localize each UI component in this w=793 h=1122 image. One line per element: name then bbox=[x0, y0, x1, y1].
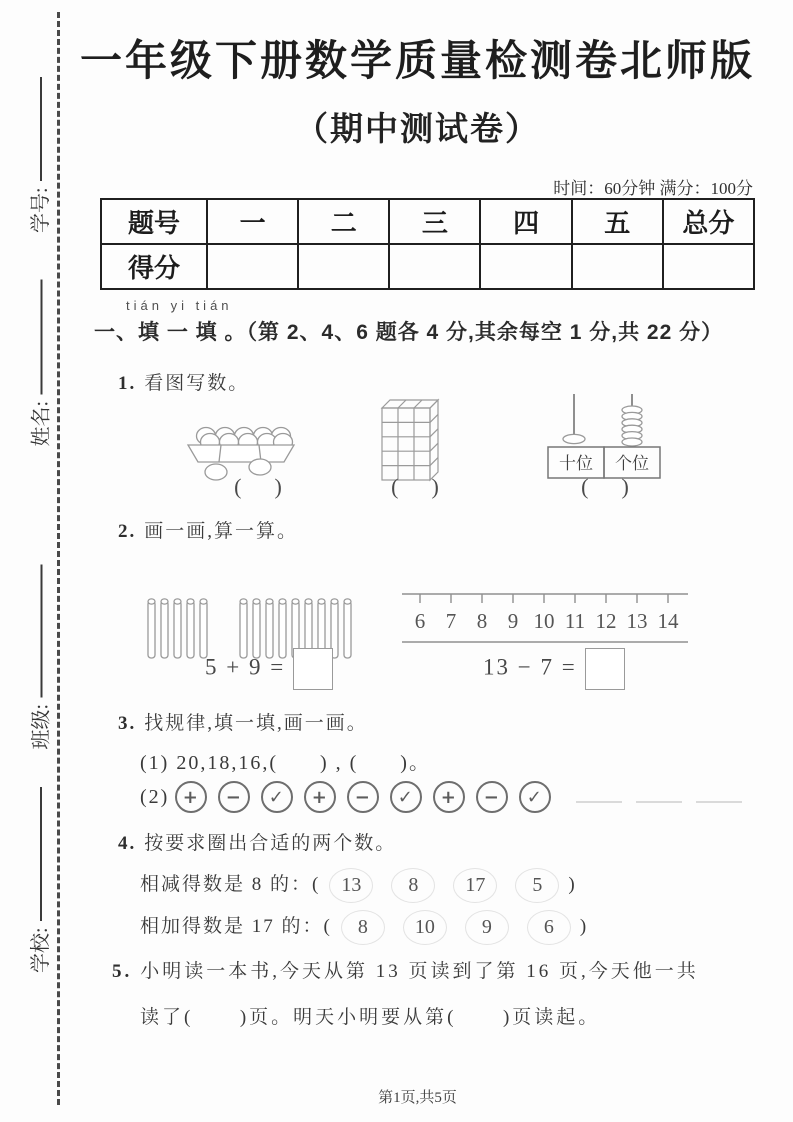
class-blank-line bbox=[41, 565, 43, 698]
q4-line1-suffix: ) bbox=[568, 873, 577, 895]
pinyin-annotation: tián yi tián bbox=[126, 298, 233, 313]
question-5-line1 bbox=[112, 956, 699, 983]
q1-answer-blank-1: ( ) bbox=[234, 474, 282, 499]
question-1 bbox=[118, 368, 249, 395]
number-line-tick-8: 8 bbox=[476, 609, 488, 633]
question-3 bbox=[118, 708, 368, 735]
page-title: 一年级下册数学质量检测卷北师版 bbox=[80, 39, 756, 85]
score-table-header-2: 二 bbox=[299, 200, 390, 245]
sidebar-field-class bbox=[26, 565, 52, 750]
number-line-tick-9: 9 bbox=[507, 609, 519, 633]
score-table-header-3: 三 bbox=[390, 200, 481, 245]
circle-plus-icon: + bbox=[304, 781, 336, 813]
score-cell-empty-1 bbox=[208, 245, 299, 290]
flower-number: 9 bbox=[465, 910, 509, 945]
page-footer: 第1页,共5页 bbox=[378, 1090, 457, 1106]
question-4-number: 4. bbox=[118, 833, 137, 854]
circle-check-icon: ✓ bbox=[390, 781, 422, 813]
question-2-text: 画一画,算一算。 bbox=[144, 521, 299, 542]
flower-number: 8 bbox=[341, 910, 385, 945]
score-table-header-timu: 题号 bbox=[102, 200, 208, 245]
question-4-line1 bbox=[140, 868, 577, 903]
flower-number: 8 bbox=[391, 868, 435, 903]
time-score-meta: 时间：60分钟 满分：100分 bbox=[553, 179, 753, 198]
flower-number: 10 bbox=[403, 910, 447, 945]
q1-answer-blank-3: ( ) bbox=[581, 474, 629, 499]
equation-addition-text: 5 + 9 = bbox=[205, 654, 286, 680]
question-3-part2-label: (2) bbox=[140, 785, 170, 808]
question-5-number: 5. bbox=[112, 961, 133, 982]
circle-check-icon: ✓ bbox=[261, 781, 293, 813]
score-table-header-total: 总分 bbox=[664, 200, 755, 245]
score-table bbox=[100, 198, 755, 290]
question-4-line2 bbox=[140, 910, 588, 945]
score-cell-empty-4 bbox=[481, 245, 572, 290]
score-cell-empty-5 bbox=[573, 245, 664, 290]
abacus-illustration bbox=[541, 390, 667, 484]
circle-plus-icon: + bbox=[175, 781, 207, 813]
pattern-blank-3 bbox=[696, 783, 742, 803]
equation-subtraction-answer-box bbox=[585, 648, 625, 690]
seal-dashed-line bbox=[57, 12, 60, 1105]
circle-minus-icon: − bbox=[347, 781, 379, 813]
main-content bbox=[80, 0, 755, 1122]
score-cell-empty-2 bbox=[299, 245, 390, 290]
q4-line2-suffix: ) bbox=[579, 915, 589, 937]
number-line-tick-10: 10 bbox=[533, 609, 555, 633]
question-1-number: 1. bbox=[118, 373, 137, 394]
equation-addition bbox=[205, 648, 333, 690]
student-number-blank-line bbox=[40, 77, 42, 181]
name-blank-line bbox=[41, 280, 43, 395]
student-number-label: 学号: bbox=[29, 187, 52, 233]
number-line-tick-11: 11 bbox=[564, 609, 586, 633]
number-line-tick-12: 12 bbox=[595, 609, 617, 633]
question-4 bbox=[118, 828, 396, 855]
score-table-row-label: 得分 bbox=[102, 245, 208, 290]
question-5-line2: 读了( )页。明天小明要从第( )页读起。 bbox=[140, 1007, 601, 1028]
question-1-text: 看图写数。 bbox=[144, 373, 250, 394]
ones-place-label: 个位 bbox=[615, 454, 649, 473]
q1-answer-blank-2: ( ) bbox=[391, 474, 439, 499]
circle-plus-icon: + bbox=[433, 781, 465, 813]
pattern-blank-1 bbox=[576, 783, 622, 803]
circle-minus-icon: − bbox=[476, 781, 508, 813]
equation-subtraction-text: 13 − 7 = bbox=[483, 654, 577, 680]
flower-number: 17 bbox=[453, 868, 497, 903]
sidebar-field-name bbox=[26, 280, 52, 447]
section1-heading: 一、填 一 填 。（第 2、4、6 题各 4 分,其余每空 1 分,共 22 分） bbox=[94, 321, 724, 344]
question-2-number: 2. bbox=[118, 521, 137, 542]
number-line bbox=[400, 586, 690, 648]
question-3-text: 找规律,填一填,画一画。 bbox=[144, 713, 368, 734]
score-cell-empty-total bbox=[664, 245, 755, 290]
number-line-tick-13: 13 bbox=[626, 609, 648, 633]
sidebar-field-school bbox=[25, 787, 51, 973]
page-subtitle: （期中测试卷） bbox=[295, 112, 540, 148]
number-line-tick-6: 6 bbox=[414, 609, 426, 633]
circle-check-icon: ✓ bbox=[519, 781, 551, 813]
circle-minus-icon: − bbox=[218, 781, 250, 813]
flower-number: 5 bbox=[515, 868, 559, 903]
equation-addition-answer-box bbox=[293, 648, 333, 690]
score-cell-empty-3 bbox=[390, 245, 481, 290]
score-table-header-5: 五 bbox=[573, 200, 664, 245]
question-3-number: 3. bbox=[118, 713, 137, 734]
pattern-blank-2 bbox=[636, 783, 682, 803]
school-label: 学校: bbox=[29, 927, 52, 973]
question-2 bbox=[118, 516, 298, 543]
score-table-header-1: 一 bbox=[208, 200, 299, 245]
q4-line1-prefix: 相减得数是 8 的：( bbox=[140, 873, 321, 895]
flower-number: 6 bbox=[527, 910, 571, 945]
equation-subtraction bbox=[483, 648, 625, 690]
school-blank-line bbox=[40, 787, 42, 921]
flower-number: 13 bbox=[329, 868, 373, 903]
name-label: 姓名: bbox=[30, 400, 52, 447]
score-table-header-4: 四 bbox=[481, 200, 572, 245]
tens-place-label: 十位 bbox=[559, 454, 593, 473]
number-line-tick-14: 14 bbox=[657, 609, 679, 633]
question-4-text: 按要求圈出合适的两个数。 bbox=[144, 833, 397, 854]
sidebar-field-student-number bbox=[25, 77, 51, 233]
question-3-part2 bbox=[140, 781, 742, 813]
q4-line2-prefix: 相加得数是 17 的：( bbox=[140, 915, 332, 937]
question-5-text-line1: 小明读一本书,今天从第 13 页读到了第 16 页,今天他一共 bbox=[140, 961, 699, 982]
class-label: 班级: bbox=[30, 703, 52, 750]
question-3-part1: (1) 20,18,16,( ) , ( )。 bbox=[140, 752, 431, 774]
number-line-tick-7: 7 bbox=[445, 609, 457, 633]
egg-tray-illustration bbox=[180, 398, 302, 484]
